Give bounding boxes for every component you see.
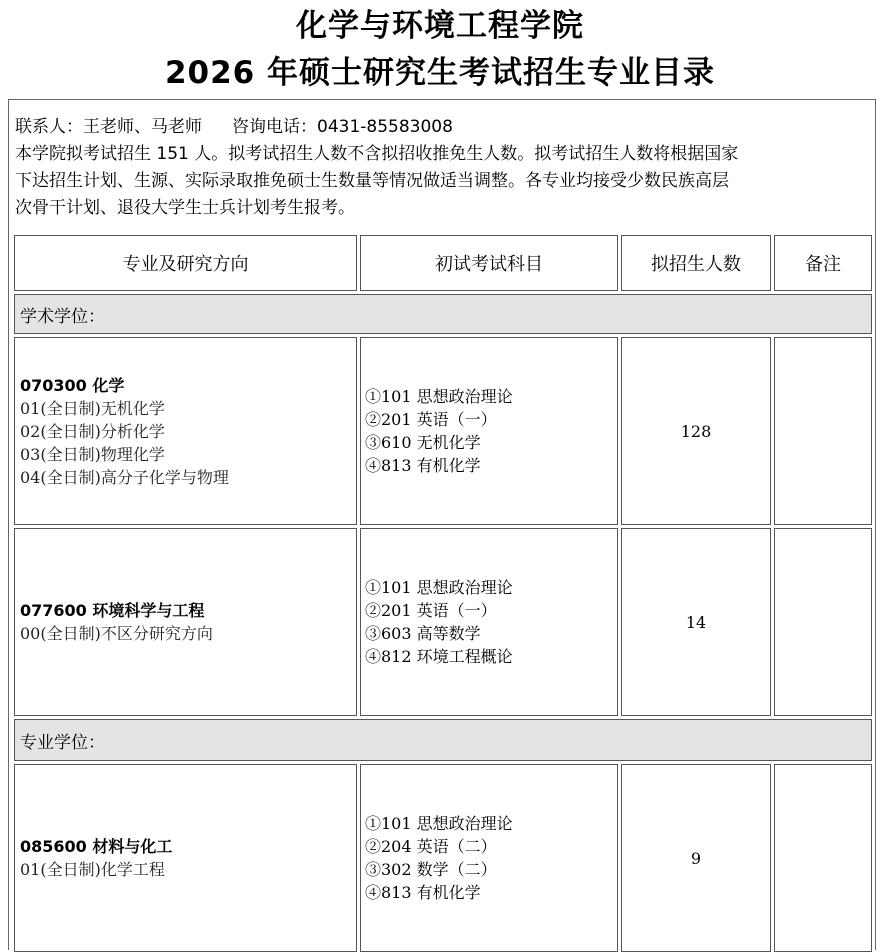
subject-item: ②204 英语（二）	[365, 837, 497, 856]
header-enrollment: 拟招生人数	[621, 235, 771, 291]
contact-line	[15, 114, 871, 141]
direction-item: 00(全日制)不区分研究方向	[20, 624, 213, 643]
subject-item: ④812 环境工程概论	[365, 647, 513, 666]
header-notes: 备注	[774, 235, 872, 291]
subject-item: ③302 数学（二）	[365, 860, 497, 879]
enrollment-count: 9	[621, 764, 771, 952]
contact-persons: 联系人：王老师、马老师	[15, 117, 202, 137]
page-title: 化学与环境工程学院	[296, 8, 584, 44]
subject-item: ②201 英语（一）	[365, 601, 497, 620]
notes-cell	[774, 764, 872, 952]
subject-item: ①101 思想政治理论	[365, 814, 513, 833]
enrollment-count: 14	[621, 528, 771, 716]
major-name: 077600 环境科学与工程	[20, 601, 205, 620]
table-row-major	[14, 337, 357, 525]
subject-item: ③603 高等数学	[365, 624, 481, 643]
info-text-1: 本学院拟考试招生 151 人。拟考试招生人数不含拟招收推免生人数。拟考试招生人数将根据国家	[15, 144, 739, 164]
major-name: 070300 化学	[20, 375, 125, 395]
direction-item: 04(全日制)高分子化学与物理	[20, 467, 229, 487]
section-professional-degree: 专业学位：	[14, 719, 872, 761]
header-subjects: 初试考试科目	[360, 235, 618, 291]
page-subtitle: 2026 年硕士研究生考试招生专业目录	[164, 55, 716, 91]
table-row-subjects	[360, 764, 618, 952]
direction-item: 01(全日制)化学工程	[20, 860, 165, 879]
admission-info	[15, 114, 871, 222]
subject-item: ④813 有机化学	[365, 883, 481, 902]
subject-item: ④813 有机化学	[365, 456, 481, 475]
contact-phone: 咨询电话：0431-85583008	[232, 117, 453, 137]
subject-item: ①101 思想政治理论	[365, 578, 513, 597]
section-academic-degree: 学术学位：	[14, 294, 872, 334]
notes-cell	[774, 528, 872, 716]
enrollment-count: 128	[621, 337, 771, 525]
info-text-2: 下达招生计划、生源、实际录取推免硕士生数量等情况做适当调整。各专业均接受少数民族高层	[15, 171, 729, 191]
subject-item: ①101 思想政治理论	[365, 387, 513, 406]
direction-item: 03(全日制)物理化学	[20, 444, 165, 464]
table-row-subjects	[360, 337, 618, 525]
table-row-major	[14, 764, 357, 952]
notes-cell	[774, 337, 872, 525]
subject-item: ②201 英语（一）	[365, 410, 497, 429]
table-row-major	[14, 528, 357, 716]
table-row-subjects	[360, 528, 618, 716]
header-major: 专业及研究方向	[14, 235, 357, 291]
major-name: 085600 材料与化工	[20, 837, 173, 856]
direction-item: 02(全日制)分析化学	[20, 421, 165, 441]
info-text-3: 次骨干计划、退役大学生士兵计划考生报考。	[15, 198, 355, 218]
subject-item: ③610 无机化学	[365, 433, 481, 452]
direction-item: 01(全日制)无机化学	[20, 398, 165, 418]
